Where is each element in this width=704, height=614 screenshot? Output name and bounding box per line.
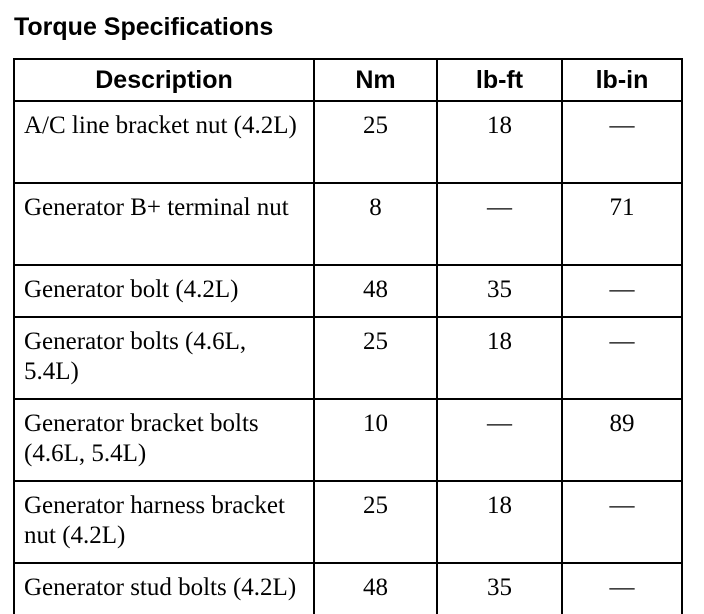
table-row [14,481,682,563]
header-lb-ft: lb-ft [437,59,562,101]
cell-lb-ft: — [437,399,562,481]
cell-lb-ft: 18 [437,317,562,399]
cell-lb-in: — [562,265,682,317]
header-lb-in: lb-in [562,59,682,101]
cell-nm: 48 [314,265,437,317]
page-title: Torque Specifications [14,13,274,41]
table-row [14,101,682,183]
cell-lb-ft: 35 [437,265,562,317]
cell-description: A/C line bracket nut (4.2L) [14,101,314,183]
cell-lb-in: — [562,563,682,614]
cell-nm: 48 [314,563,437,614]
cell-lb-in: — [562,101,682,183]
cell-description: Generator B+ terminal nut [14,183,314,265]
table-row [14,399,682,481]
cell-nm: 25 [314,317,437,399]
cell-lb-ft: 18 [437,481,562,563]
cell-description: Generator bracket bolts (4.6L, 5.4L) [14,399,314,481]
table-header-row [14,59,682,101]
cell-lb-ft: — [437,183,562,265]
table-row [14,317,682,399]
cell-nm: 8 [314,183,437,265]
cell-lb-in: — [562,481,682,563]
cell-lb-ft: 35 [437,563,562,614]
cell-description: Generator bolts (4.6L, 5.4L) [14,317,314,399]
header-nm: Nm [314,59,437,101]
cell-nm: 25 [314,101,437,183]
cell-nm: 10 [314,399,437,481]
cell-lb-in: — [562,317,682,399]
cell-description: Generator bolt (4.2L) [14,265,314,317]
table-row [14,183,682,265]
cell-description: Generator harness bracket nut (4.2L) [14,481,314,563]
cell-nm: 25 [314,481,437,563]
torque-spec-table [13,58,683,614]
cell-lb-in: 71 [562,183,682,265]
table-row [14,265,682,317]
cell-lb-in: 89 [562,399,682,481]
cell-lb-ft: 18 [437,101,562,183]
table-row [14,563,682,614]
cell-description: Generator stud bolts (4.2L) [14,563,314,614]
header-description: Description [14,59,314,101]
